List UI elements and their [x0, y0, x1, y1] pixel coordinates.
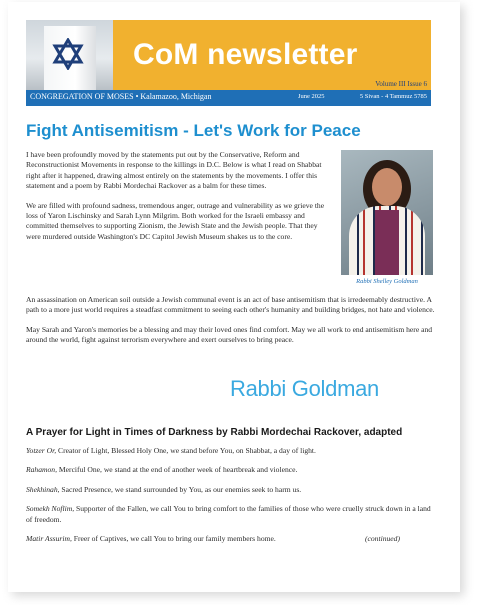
volume-issue: Volume III Issue 6: [375, 80, 427, 88]
rabbi-photo: [341, 150, 433, 275]
prayer-line: Somekh Noflim, Supporter of the Fallen, we call You to bring comfort to the families of those who were cruelly struck down in a land of freedom.: [26, 504, 431, 524]
star-of-david-icon: [52, 38, 84, 70]
prayer-title: A Prayer for Light in Times of Darkness by Rabbi Mordechai Rackover, adapted: [26, 427, 403, 438]
continued-note: (continued): [364, 534, 400, 544]
masthead: [26, 20, 431, 106]
prayer-line: Shekhinah, Sacred Presence, we stand surrounded by You, as our enemies seek to harm us.: [26, 484, 302, 494]
prayer-line: Matir Assurim, Freer of Captives, we call You to bring our family members home. (continued): [26, 534, 400, 544]
newsletter-page: [8, 2, 460, 592]
paragraph: May Sarah and Yaron's memories be a blessing and may their loved ones find comfort. May we all work to end antisemitism here and around the world, fight against terrorism everywhere and exert ourselves to bring peace.: [26, 324, 433, 345]
article-body: [26, 295, 436, 355]
prayer-body: [26, 446, 436, 553]
signature: Rabbi Goldman: [230, 376, 379, 401]
congregation-name: CONGREGATION OF MOSES: [30, 92, 134, 101]
photo-caption: Rabbi Shelley Goldman: [356, 278, 418, 285]
article-headline: Fight Antisemitism - Let's Work for Peace: [26, 121, 361, 140]
paragraph: I have been profoundly moved by the statements put out by the Conservative, Reform and Reconstructionist Movements in response to the killings in D.C. Below is what I read on Shabbat right after it happened, drawing almost entirely on the statements by the movements. I offer this statement and a poem by Rabbi Mordechai Rackover as a balm for these times.: [26, 150, 322, 191]
info-bar: [26, 80, 431, 106]
prayer-line: Yotzer Or, Creator of Light, Blessed Holy One, we stand before You, on Shabbat, a day of light.: [26, 446, 316, 455]
paragraph: We are filled with profound sadness, tremendous anger, outrage and vulnerability as we grieve the loss of Yaron Lischinsky and Sarah Lynn Milgrim. Both worked for the Israeli embassy and committed themselves to supporting Zionism, the Jewish State and the Jewish people. That they were murdered outside Washington's DC Capitol Jewish Museum shakes us to the core.: [26, 200, 325, 241]
bullet: •: [135, 92, 139, 101]
location: Kalamazoo, Michigan: [140, 92, 212, 101]
congregation-line: [30, 92, 211, 101]
prayer-line: Rahamon, Merciful One, we stand at the end of another week of heartbreak and violence.: [26, 465, 298, 475]
article-intro: [26, 150, 334, 251]
paragraph: An assassination on American soil outside a Jewish communal event is an act of base antisemitism that is irredeemably destructive. A path to a more just world requires a steadfast commitment to seeing each other's humanity and building bridges, not hate and violence.: [26, 295, 435, 315]
newsletter-title: CoM newsletter: [133, 38, 358, 71]
issue-date: June 2025: [298, 93, 325, 100]
synagogue-photo: [26, 20, 113, 90]
hebrew-date: 5 Sivan - 4 Tammuz 5785: [359, 93, 427, 100]
